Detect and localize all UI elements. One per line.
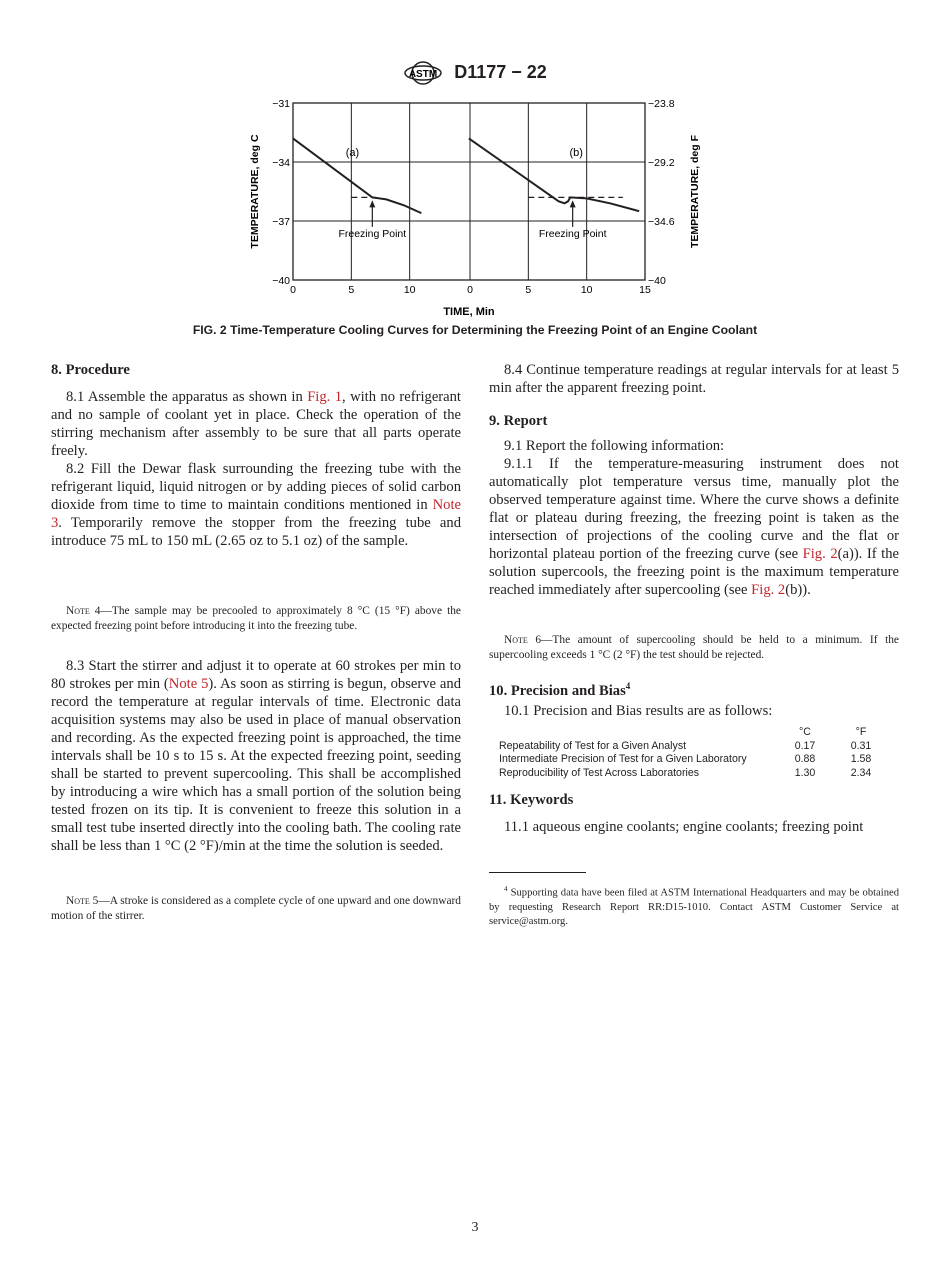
table-row — [499, 740, 889, 754]
section-8-heading: 8. Procedure — [51, 362, 130, 378]
text: ). As soon as stirring is begun, observe and record the temperature at regular intervals of time. Electronic data acquisition systems may also be used in place of manual observation and recording. As the expected freezing point is approached, the time intervals shall be 10 s to 15 s. At the expected freezing point, seeding shall be started to prevent supercooling. This shall be accomplished by introducing a wire which has a small portion of the solution being tested frozen on its tip. It is convenient to freeze this solution in a small test tube inserted directly into the cooling bath. The cooling rate shall be less than 1 °C (2 °F)/min at the time the solution is seeded. — [51, 676, 461, 854]
plot-frame — [293, 103, 645, 280]
table-cell: 2.34 — [850, 766, 872, 779]
heading-text: 10. Precision and Bias — [489, 682, 626, 699]
table-cell: 0.88 — [794, 753, 816, 765]
x-tick-label: 0 — [290, 284, 296, 296]
y-axis-label-right: TEMPERATURE, deg F — [689, 135, 701, 248]
panel-label: (b) — [569, 147, 583, 160]
x-axis-label: TIME, Min — [443, 306, 495, 318]
table-cell: 0.17 — [794, 739, 816, 752]
table-cell: 0.31 — [850, 739, 872, 752]
paragraph-8-3 — [51, 657, 461, 855]
svg-text:ASTM: ASTM — [409, 69, 438, 80]
footnote-mark: 4 — [504, 885, 508, 893]
table-header-row — [499, 726, 889, 740]
section-9-heading: 9. Report — [489, 413, 548, 429]
table-cell: 1.58 — [850, 753, 872, 765]
y-axis-label-left: TEMPERATURE, deg C — [249, 134, 261, 249]
footnote-divider — [489, 872, 586, 873]
paragraph-9-1-1 — [489, 455, 899, 599]
y-tick-label-right: −29.2 — [648, 157, 675, 169]
text: (b)). — [785, 582, 811, 598]
x-tick-label: 5 — [348, 284, 355, 296]
note-label: Note 5 — [66, 895, 99, 907]
paragraph-10-1 — [489, 702, 899, 720]
text: 11.1 aqueous engine coolants; engine coolants; freezing point — [504, 819, 864, 835]
text: 9.1.1 If the temperature-measuring instrument does not automatically plot temperature versus time, manually plot the observed temperature against time. Where the curve shows a definite flat or plateau during freezing, the freezing point is taken as the intersection of projections of the cooling curve and the flat or horizontal plateau portion of the freezing curve (see — [489, 456, 899, 562]
x-tick-label: 10 — [580, 284, 593, 296]
page-number: 3 — [471, 1220, 479, 1235]
note-label: Note 4 — [66, 605, 101, 617]
column-header: °C — [799, 726, 811, 738]
designation: D1177 − 22 — [454, 61, 547, 82]
y-tick-label-left: −34 — [272, 157, 290, 169]
y-tick-label-right: −34.6 — [648, 216, 675, 228]
figure-caption: FIG. 2 Time-Temperature Cooling Curves for Determining the Freezing Point of an Engine Coolant — [192, 323, 758, 337]
x-tick-label: 10 — [403, 284, 416, 296]
section-10-heading — [489, 677, 899, 700]
paragraph-8-2 — [51, 460, 461, 550]
freezing-point-annotation: Freezing Point — [538, 227, 607, 240]
note-5 — [51, 894, 461, 924]
panel-label: (a) — [345, 147, 360, 160]
table-cell: Intermediate Precision of Test for a Given Laboratory — [499, 753, 747, 765]
column-header — [499, 726, 777, 740]
text: , with no refrigerant and no sample of coolant yet in place. Check the operation of the stirring mechanism after assembly to be sure that all parts operate freely. — [51, 389, 461, 459]
note-4 — [51, 604, 461, 634]
text: 8.3 Start the stirrer and adjust it to operate at 60 strokes per min to 80 strokes per min ( — [51, 658, 461, 692]
text: (a)). If the solution supercools, the freezing point is the maximum temperature reached immediately after supercooling (see — [489, 546, 899, 598]
text: 9.1 Report the following information: — [504, 438, 725, 454]
note-text: —The amount of supercooling should be held to a minimum. If the supercooling exceeds 1 °C (2 °F) the test should be rejected. — [489, 634, 899, 661]
y-tick-label-left: −31 — [272, 98, 290, 110]
y-tick-label-right: −23.8 — [648, 98, 675, 110]
precision-table — [499, 726, 889, 780]
x-tick-label: 5 — [525, 284, 532, 296]
freezing-point-annotation: Freezing Point — [338, 227, 407, 240]
text: . Temporarily remove the stopper from the freezing tube and introduce 75 mL to 150 mL (2.65 oz to 5.1 oz) of the sample. — [51, 515, 461, 549]
text: 8.4 Continue temperature readings at regular intervals for at least 5 min after the apparent freezing point. — [489, 362, 899, 396]
note-label: Note 6 — [504, 634, 542, 646]
cross-reference-link[interactable]: Fig. 1 — [307, 389, 343, 405]
cross-reference-link[interactable]: Fig. 2 — [751, 582, 786, 598]
arrow-head-icon — [369, 200, 375, 207]
column-header: °F — [855, 726, 867, 738]
footnote-4 — [489, 882, 899, 929]
note-text: —A stroke is considered as a complete cycle of one upward and one downward motion of the stirrer. — [51, 895, 461, 922]
cooling-curve-chart — [0, 0, 950, 320]
table-row — [499, 753, 889, 767]
text: 8.1 Assemble the apparatus as shown in — [66, 389, 308, 405]
paragraph-8-1 — [51, 388, 461, 460]
table-row — [499, 767, 889, 781]
cross-reference-link[interactable]: Note 3 — [51, 497, 461, 531]
table-cell: 1.30 — [794, 766, 816, 779]
arrow-head-icon — [570, 200, 576, 207]
x-tick-label: 0 — [467, 284, 473, 296]
x-tick-label: 15 — [639, 284, 651, 296]
section-11-heading: 11. Keywords — [489, 792, 574, 808]
note-6 — [489, 633, 899, 663]
footnote-ref: 4 — [625, 681, 631, 691]
y-tick-label-left: −40 — [272, 275, 290, 287]
y-tick-label-left: −37 — [272, 216, 290, 228]
text: 10.1 Precision and Bias results are as follows: — [504, 703, 773, 719]
note-text: —The sample may be precooled to approximately 8 °C (15 °F) above the expected freezing point before introducing it into the freezing tube. — [51, 605, 461, 632]
cross-reference-link[interactable]: Fig. 2 — [802, 546, 838, 562]
footnote-text: Supporting data have been filed at ASTM International Headquarters and may be obtained by requesting Research Report RR:D15-1010. Contact ASTM Customer Service at service@astm.org. — [489, 887, 899, 927]
cooling-curve — [469, 138, 639, 211]
cross-reference-link[interactable]: Note 5 — [168, 676, 209, 692]
text: 8.2 Fill the Dewar flask surrounding the freezing tube with the refrigerant liquid, liquid nitrogen or by adding pieces of solid carbon dioxide from time to time to maintain conditions mentioned in — [51, 461, 461, 513]
table-cell: Repeatability of Test for a Given Analyst — [499, 739, 687, 752]
table-cell: Reproducibility of Test Across Laboratories — [499, 766, 700, 779]
paragraph-11-1 — [489, 818, 899, 836]
y-tick-label-right: −40 — [648, 275, 666, 287]
paragraph-8-4 — [489, 361, 899, 397]
paragraph-9-1 — [489, 437, 899, 455]
